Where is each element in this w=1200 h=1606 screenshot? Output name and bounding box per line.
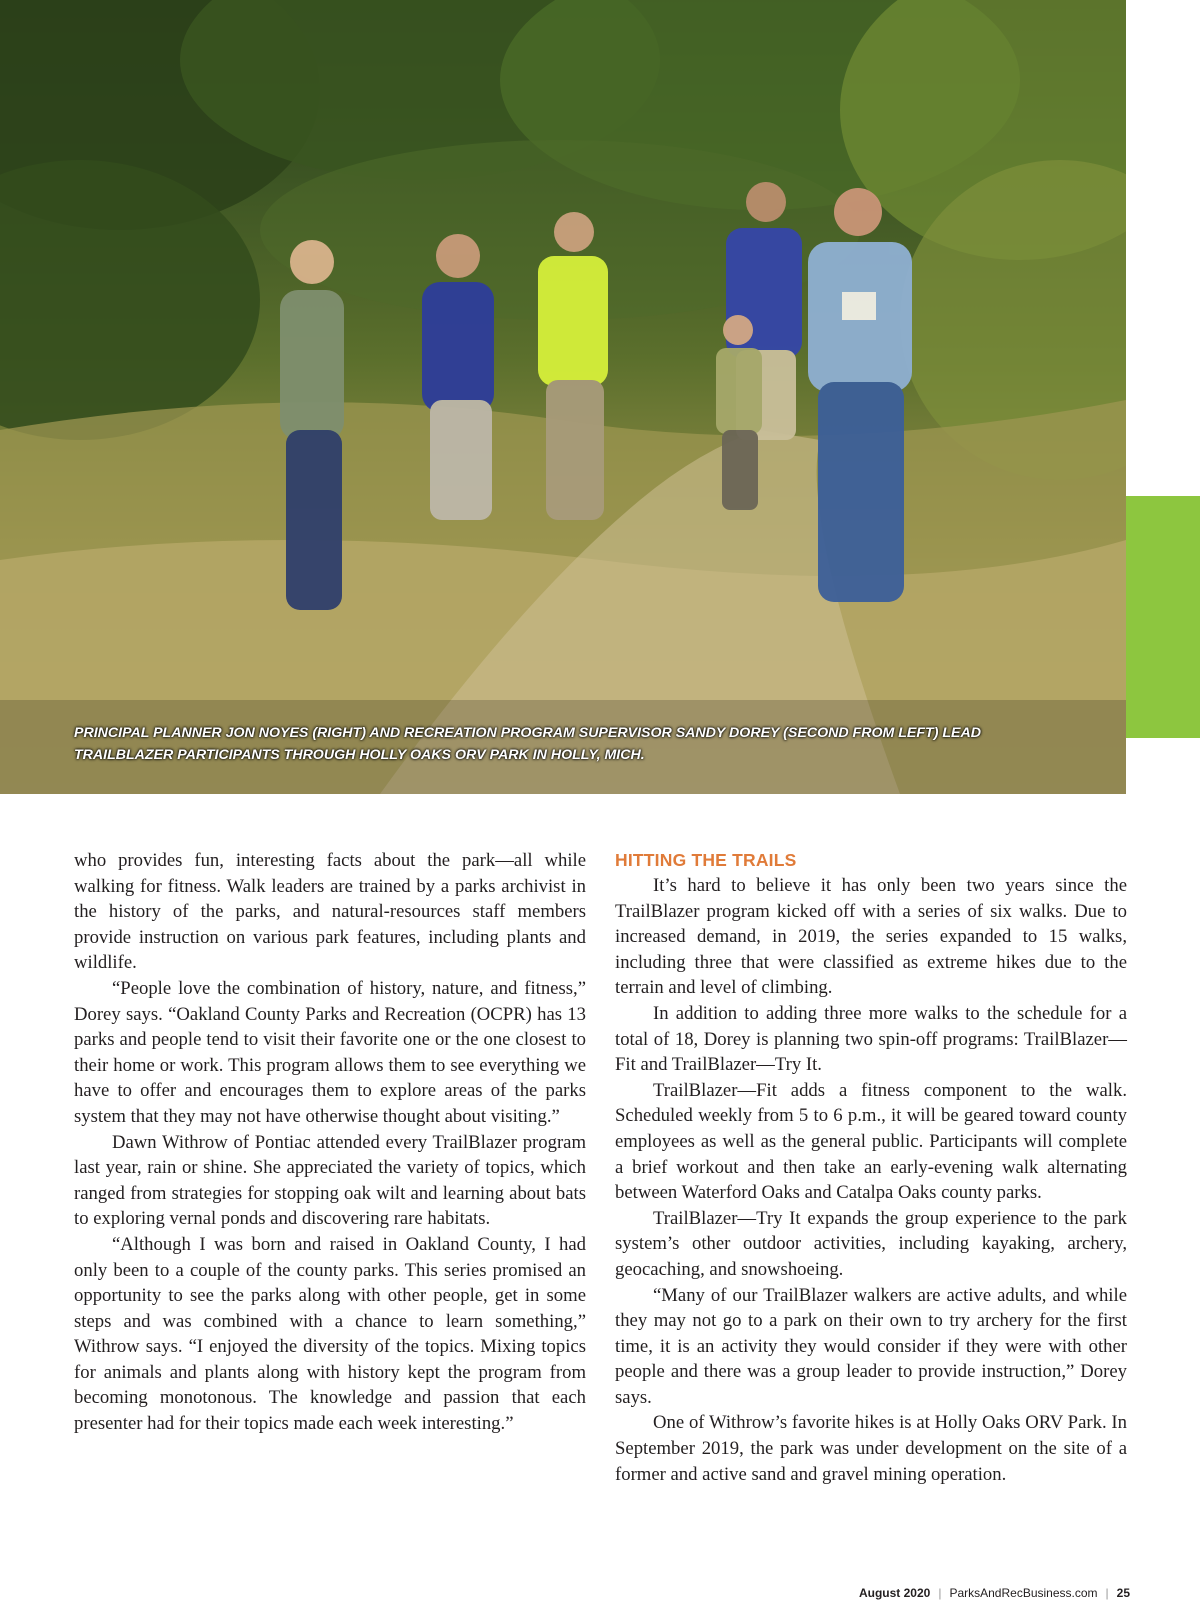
hero-photo <box>0 0 1126 794</box>
walker-1 <box>280 240 344 610</box>
body-paragraph: “People love the combination of history, nature, and fitness,” Dorey says. “Oakland County Parks and Recreation (OCPR) has 13 parks and people tend to visit their favorite one or the one closest to their home or work. This program allows them to see everything we have to offer and encourages them to explore areas of the parks system that they may not have otherwise thought about visiting.” <box>74 977 586 1127</box>
page-footer <box>859 1585 1130 1601</box>
walker-3 <box>538 212 608 520</box>
right-column <box>615 848 1127 1487</box>
footer-divider: | <box>1105 1586 1109 1600</box>
body-paragraph: In addition to adding three more walks to the schedule for a total of 18, Dorey is planning two spin-off programs: TrailBlazer—Fit and TrailBlazer—Try It. <box>615 1002 1127 1076</box>
page-number: 25 <box>1116 1586 1130 1600</box>
side-tab-marker <box>1126 496 1200 738</box>
photo-caption: PRINCIPAL PLANNER JON NOYES (RIGHT) AND RECREATION PROGRAM SUPERVISOR SANDY DOREY (SECOND FROM LEFT) LEAD TRAILBLAZER PARTICIPANTS THROUGH HOLLY OAKS ORV PARK IN HOLLY, MICH. <box>74 725 982 763</box>
left-column <box>74 848 586 1437</box>
body-paragraph: It’s hard to believe it has only been two years since the TrailBlazer program kicked off with a series of six walks. Due to increased demand, in 2019, the series expanded to 15 walks, including three that were classified as extreme hikes due to the terrain and level of climbing. <box>615 875 1127 999</box>
body-paragraph: Dawn Withrow of Pontiac attended every TrailBlazer program last year, rain or shine. She appreciated the variety of topics, which ranged from strategies for stopping oak wilt and learning about bats to exploring vernal ponds and discovering rare habitats. <box>74 1131 586 1230</box>
footer-divider: | <box>938 1586 942 1600</box>
body-paragraph: “Many of our TrailBlazer walkers are active adults, and while they may not go to a park on their own to try archery for the first time, it is an activity they would consider if they were with other people and there was a group leader to provide instruction,” Dorey says. <box>615 1284 1127 1408</box>
body-paragraph: One of Withrow’s favorite hikes is at Holly Oaks ORV Park. In September 2019, the park was under development on the site of a former and active sand and gravel mining operation. <box>615 1412 1127 1485</box>
trail-walk-photo-illustration <box>0 0 1126 794</box>
body-paragraph: TrailBlazer—Fit adds a fitness component to the walk. Scheduled weekly from 5 to 6 p.m., it will be geared toward county employees as well as the general public. Participants will complete a brief workout and then take an early-evening walk alternating between Waterford Oaks and Catalpa Oaks county parks. <box>615 1079 1127 1204</box>
section-heading: HITTING THE TRAILS <box>615 850 797 870</box>
walker-leader <box>808 188 912 602</box>
issue-date: August 2020 <box>858 1586 931 1600</box>
body-paragraph: TrailBlazer—Try It expands the group experience to the park system’s other outdoor activities, including kayaking, archery, geocaching, and snowshoeing. <box>615 1207 1127 1280</box>
website-link[interactable]: ParksAndRecBusiness.com <box>949 1586 1098 1600</box>
body-paragraph: “Although I was born and raised in Oakland County, I had only been to a couple of the county parks. This series promised an opportunity to see the parks along with other people, get in some steps and was combined with a chance to learn something,” Withrow says. “I enjoyed the diversity of the topics. Mixing topics for animals and plants along with history kept the program from becoming monotonous. The knowledge and passion that each presenter had for their topics made each week interesting.” <box>74 1233 586 1435</box>
body-paragraph: who provides fun, interesting facts about the park—all while walking for fitness. Walk leaders are trained by a parks archivist in the history of the parks, and natural-resources staff members provide instruction on various park features, including plants and wildlife. <box>74 850 586 974</box>
